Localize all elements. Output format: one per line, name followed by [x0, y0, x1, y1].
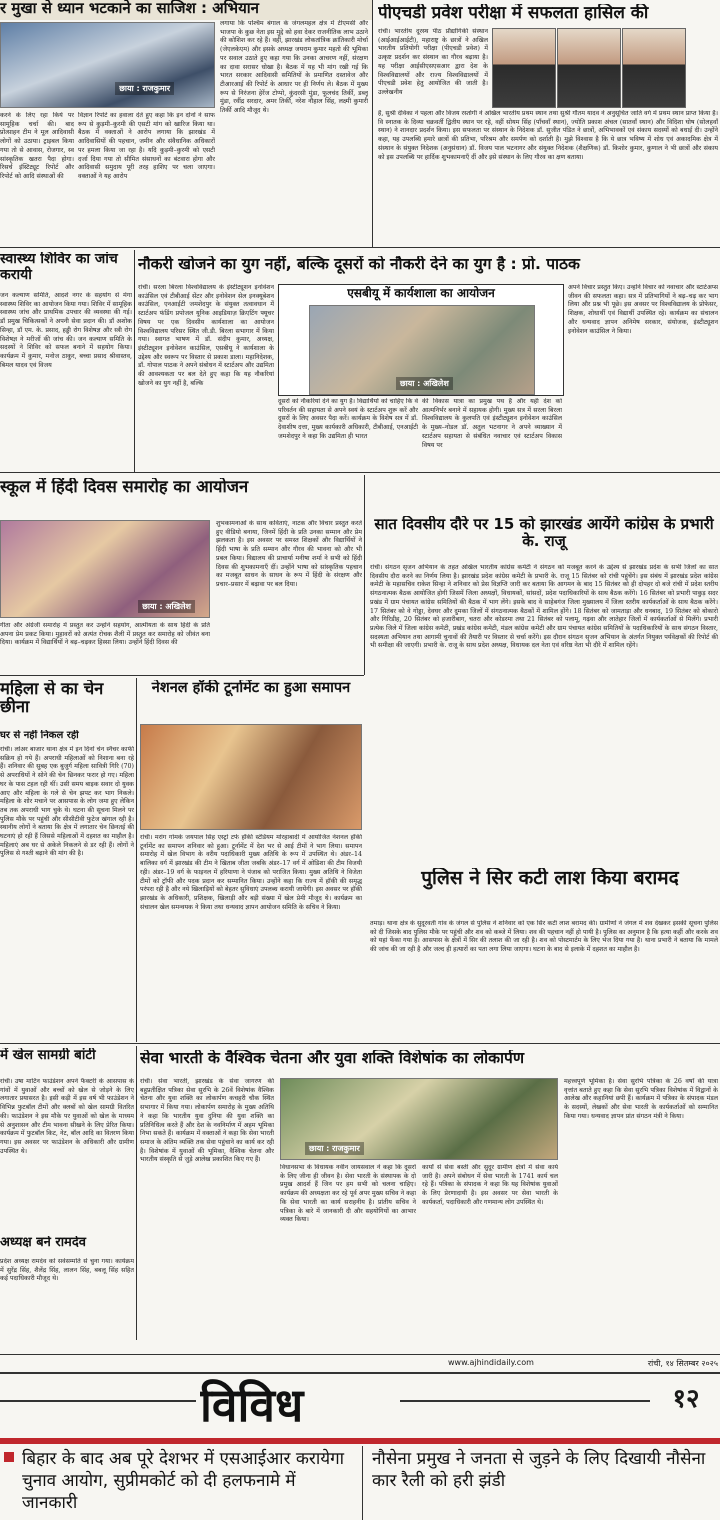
hockey-headline: नेशनल हॉकी टूर्नामेंट का हुआ समापन	[151, 680, 351, 696]
hockey-body: रांची। मरांग गोमके जयपाल सिंह एस्ट्रो टर्फ हॉकी स्टेडियम मोरहाबादी में आयोजित नेशनल हॉकी टूर्नामेंट का समापन शनिवार को हुआ। टूर्नामेंट में देश भर से आई टीमों ने भाग लिया। समापन समारोह में खेल विभाग के वरीय पदाधिकारी मुख्य अतिथि के रूप में उपस्थित थे। अंडर–14 बालिका वर्ग में झारखंड की टीम ने खिताब जीता जबकि अंडर–17 वर्ग में ओडिशा की टीम विजयी रही। अंडर–19 वर्ग के फाइनल में हरियाणा ने पंजाब को पराजित किया। मुख्य अतिथि ने विजेता टीमों को ट्रॉफी और पदक प्रदान कर सम्मानित किया। उन्होंने कहा कि राज्य में हॉकी की समृद्ध परंपरा रही है और नये खिलाड़ियों को बेहतर सुविधाएं उपलब्ध करायी जायेंगी। इस अवसर पर हॉकी झारखंड के अधिकारी, प्रशिक्षक, खिलाड़ी और बड़ी संख्या में खेल प्रेमी मौजूद थे। कार्यक्रम का संचालन खेल समन्वयक ने किया तथा धन्यवाद ज्ञापन आयोजन समिति के सचिव ने किया।	[140, 834, 362, 911]
hockey-photo	[140, 724, 362, 830]
seva-photo-caption: छाया : राजकुमार	[305, 1142, 364, 1155]
student-photo-2	[557, 28, 621, 108]
footer-date: रांची, १४ सितम्बर २०२५	[647, 1359, 718, 1368]
top-left-photo	[0, 22, 215, 108]
police-body: तमाड़। थाना क्षेत्र के सुदूरवर्ती गांव के जंगल से पुलिस ने शनिवार को एक सिर कटी लाश बरामद की। ग्रामीणों ने जंगल में शव देखकर इसकी सूचना पुलिस को दी जिसके बाद पुलिस मौके पर पहुंची और शव को कब्जे में लिया। शव की पहचान नहीं हो पायी है। पुलिस का अनुमान है कि हत्या कहीं और करके शव को यहां फेंका गया है। आसपास के क्षेत्रों में सिर की तलाश की जा रही है। शव को पोस्टमार्टम के लिए भेज दिया गया है। थाना प्रभारी ने बताया कि मामले की जांच की जा रही है और जल्द ही हत्यारों का पता लगा लिया जाएगा। घटना के बाद से इलाके में दहशत का माहौल है।	[370, 920, 718, 954]
bottom-headline-right: नौसेना प्रमुख ने जनता से जुड़ने के लिए दिखायी नौसेना कार रैली को हरी झंडी	[372, 1449, 706, 1491]
red-band	[0, 1438, 720, 1444]
naukri-photo-box	[278, 284, 564, 396]
police-headline: पुलिस ने सिर कटी लाश किया बरामद	[421, 868, 679, 889]
mahila-subhead: घर से नहीं निकल रही	[0, 730, 79, 741]
naukri-photo	[309, 305, 535, 395]
footer-website[interactable]: www.ajhindidaily.com	[448, 1358, 534, 1367]
naukri-body-right: अपने विचार प्रस्तुत किए। उन्होंने विचार को नवाचार और स्टार्टअप्स जीवन की सफलता कहा। सत्र में प्रतिभागियों ने बढ़–चढ़ कर भाग लिया और प्रश्न भी पूछे। इस अवसर पर विश्वविद्यालय के प्रोफेसर, शिक्षक, शोधार्थी एवं विद्यार्थी उपस्थित रहे। कार्यक्रम का संचालन और धन्यवाद ज्ञापन अनिमेष सरकार, संयोजक, इंस्टीट्यूशन इनोवेशन काउंसिल ने किया।	[568, 284, 718, 335]
top-left-body-right: लगाया कि पश्चिम बंगाल के जंगलमहल क्षेत्र में टीएमसी और भाजपा के कुछ नेता इस मुद्दे को हवा देकर राजनीतिक लाभ उठाने की कोशिश कर रहे हैं। वहीं, झारखंड लोकतांत्रिक क्रांतिकारी मोर्चा (जेएलकेएम) और इसके अध्यक्ष जयराम कुमार महतो की भूमिका पर सवाल उठाते हुए कहा गया कि उनका आचरण नहीं, संरक्षण का दावा सरासर धोखा है। बैठक में यह भी मांग रखी गई कि भारत सरकार आदिवासी समितियों के प्रमाणित दस्तावेज और टीआरआई की रिपोर्ट के आधार पर ही निर्णय ले। बैठक में मुख्य रूप से निरंजना हेरेंज टोप्पो, कुंदरसी मुंडा, फूलचंद तिर्की, डब्लू मुंडा, रवींद्र सरदार, अमर तिर्की, नरेश नौहाल सिंह, लक्ष्मी कुमारी तिर्की आदि मौजूद थे।	[220, 20, 368, 115]
page-number: १२	[672, 1384, 700, 1414]
hindi-diwas-body-left: गीता और अंग्रेजी समारोह में प्रस्तुत कर उन्होंने सहयोग, आत्मीयता के साथ हिंदी के प्रति अपना प्रेम प्रकट किया। मुहावरों को अत्यंत रोचक शैली में प्रस्तुत कर समारोह को जीवंत बना दिया। कार्यक्रम में विद्यार्थियों ने बढ़–चढ़कर हिस्सा लिया। उन्होंने हिंदी दिवस की	[0, 622, 210, 647]
student-photo-1	[492, 28, 556, 108]
seva-body-far: महत्त्वपूर्ण भूमिका है। सेवा सुरभि पत्रिका के 26 वर्षों की यात्रा वृत्तांत बताते हुए कहा कि सेवा सुरभि पत्रिका विशेषांक में विद्वानों के आलेख और कहानियां छपी हैं। कार्यक्रम में पत्रिका के संपादक मंडल के सदस्यों, लेखकों और सेवा भारती के कार्यकर्ताओं को सम्मानित किया गया। धन्यवाद ज्ञापन प्रांत संगठन मंत्री ने किया।	[564, 1078, 718, 1120]
naukri-photo-caption: छाया : अखिलेश	[396, 377, 453, 390]
mahila-body: रांची। लोअर बाजार थाना क्षेत्र में इन दिनों चेन स्नैचर काफी सक्रिय हो गये हैं। अपराधी महिलाओं को निशाना बना रहे हैं। शनिवार की सुबह एक बुजुर्ग महिला सावित्री गिरि (70) से अपराधियों ने सोने की चेन छिनकर फरार हो गए। महिला घर के पास टहल रही थीं। उसी समय बाइक सवार दो युवक आए और महिला के गले से चेन झपट कर भाग निकले। महिला के शोर मचाने पर आसपास के लोग जमा हुए लेकिन तब तक अपराधी भाग चुके थे। घटना की सूचना मिलने पर पुलिस मौके पर पहुंची और सीसीटीवी फुटेज खंगाल रही है। स्थानीय लोगों ने बताया कि क्षेत्र में लगातार चेन छिनतई की घटनाएं हो रही हैं जिससे महिलाओं में दहशत का माहौल है। महिलाएं अब घर से अकेले निकलने से डर रही हैं। लोगों ने पुलिस से गश्ती बढ़ाने की मांग की है।	[0, 746, 134, 858]
seva-headline: सेवा भारती के वैश्विक चेतना और युवा शक्ति विशेषांक का लोकार्पण	[140, 1050, 525, 1067]
seva-body-mid: विधानसभा के विधायक नवीन जायसवाल ने कहा कि दूसरों के लिए जीना ही जीवन है। सेवा भारती के संस्थापक के दो प्रमुख आदर्श हैं जिन पर हम सभी को चलना चाहिए। कार्यक्रम की अध्यक्षता कर रहे पूर्व अपर मुख्य सचिव ने कहा कि सेवा भारती का कार्य सराहनीय है। प्रांतीय सचिव ने पत्रिका के बारे में जानकारी दी और सहयोगियों का आभार व्यक्त किया।	[280, 1164, 416, 1224]
top-left-body-mid: विज्ञान रिपोर्ट का हवाला देते हुए कहा कि इन दोनों ने साफ रूप से कुड़मी–कुरमी की एसटी मांग को खारिज किया था। बैठक में वक्ताओं ने आरोप लगाया कि झारखंड में आदिवासियों की पहचान, जमीन और संवैधानिक अधिकारों पर हमला किया जा रहा है। यदि कुड़मी–कुरमी को एसटी दर्जा दिया गया तो सीमित संसाधनों का बंटवारा होगा और आदिवासी समुदाय पूरी तरह हाशिए पर चला जाएगा। वक्ताओं ने यह आरोप	[78, 112, 215, 180]
hindi-diwas-body: शुभकामनाओं के साथ कविताएं, नाटक और विचार प्रस्तुत करते हुए वीडियो बनाया, जिनमें हिंदी के प्रति उनका सम्मान और प्रेम झलकता है। इस अवसर पर समस्त शिक्षकों और विद्यार्थियों ने हिंदी भाषा के प्रति सम्मान और गौरव की भावना को और भी प्रबल किया। विद्यालय की प्राचार्या मनीषा शर्मा ने सभी को हिंदी दिवस की शुभकामनाएँ दीं। उन्होंने भाषा को सांस्कृतिक पहचान का मजबूत साधन के साधन के रूप में हिंदी के संरक्षण और प्रचार–प्रसार में बढ़ावा पर बल दिया।	[216, 520, 362, 588]
top-left-body: करने के लिए रहा किये पर सामूहिक चर्चा की। बाद प्रोत्साहन टीम ने मूल आदिवासी लोगों को उठाया। ट्राइबल किया गया तो से आवास, रोजगार, स्व सांस्कृतिक खतरा पैदा होगा। रिसर्च इंस्टिट्यूट रिपोर्ट और रिपोर्ट को आदि संस्थाओं की	[0, 112, 74, 180]
ramdev-headline: अध्यक्ष बने रामदेव	[0, 1236, 86, 1250]
student-photo-3	[622, 28, 686, 108]
naukri-photo-title: एसबीयू में कार्यशाला का आयोजन	[347, 286, 495, 300]
bottom-left-bullet	[4, 1452, 14, 1462]
health-headline: स्वास्थ्य शिविर का जांच करायी	[0, 252, 118, 283]
naukri-body-left: रांची। सरला बिरला विश्वविद्यालय के इंस्टीट्यूशन इनोवेशन काउंसिल एवं टीबीआई सेंटर और इनोवेशन सेल इनक्यूबेशन काउंसिल, एनआईटी जमशेदपुर के संयुक्त तत्वावधान में स्टार्टअप फंडिंग प्रपोजल यूनिक आइडियाज़ क्रिएटिंग फ्यूचर विषय पर एक दिवसीय कार्यशाला का आयोजन विश्वविद्यालय परिसर स्थित जी.डी. बिरला सभागार में किया गया। स्वागत भाषण में डॉ. संदीप कुमार, अध्यक्ष, इंस्टीट्यूशन इनोवेशन काउंसिल, एसबीयू ने कार्यशाला के उद्देश्य और स्वरूप पर विस्तार से प्रकाश डाला। महानिदेशक, डॉ. गोपाल पाठक ने अपने संबोधन में स्टार्टअप और उद्यमिता की आवश्यकता पर बल देते हुए कहा कि यह नौकरियां खोजने का युग नहीं है, बल्कि	[138, 284, 274, 387]
ramdev-body: प्रदेश अध्यक्ष रामदेव को सर्वसम्मति से चुना गया। कार्यक्रम में सुरेंद्र सिंह, शैलेंद्र सिंह, लालन सिंह, बबलू सिंह सहित कई पदाधिकारी मौजूद थे।	[0, 1258, 134, 1283]
naukri-body-mid2: की विकास यात्रा का प्रमुख पथ है और यही देश को आत्मनिर्भर बनाने में सहायक होगी। मुख्य सत्र में सरला बिरला विश्वविद्यालय के कुलपति एवं इंस्टीट्यूशन इनोवेशन काउंसिल के मुख्य–नोडल डॉ. अतुल भटनागर ने अपने व्याख्यान में स्टार्टअप सहायता से संबंधित नवाचार एवं स्टार्टअप विकास विषय पर	[422, 398, 562, 449]
bottom-headline-left: बिहार के बाद अब पूरे देशभर में एसआईआर करायेगा चुनाव आयोग, सुप्रीमकोर्ट को दी हलफनामे में जानकारी	[22, 1449, 345, 1513]
naukri-headline: नौकरी खोजने का युग नहीं, बल्कि दूसरों को नौकरी देने का युग है : प्रो. पाठक	[138, 256, 580, 273]
seva-photo	[280, 1078, 558, 1160]
khel-body: रांची। उषा मार्टिन फाउंडेशन अपने फैक्टरी के आसपास के गांवों में युवाओं और बच्चों को खेल से जोड़ने के लिए लगातार प्रयासरत है। इसी कड़ी में इस वर्ष भी फाउंडेशन ने विभिन्न फुटबॉल टीमों और क्लबों को खेल सामग्री वितरित की। फाउंडेशन ने इस मौके पर युवाओं को खेल के माध्यम से अनुशासन और टीम भावना सीखने के लिए प्रेरित किया। कार्यक्रम में फुटबॉल किट, नेट, बॉल आदि का वितरण किया गया। इस अवसर पर फाउंडेशन के अधिकारी और ग्रामीण उपस्थित थे।	[0, 1078, 134, 1155]
congress-headline: सात दिवसीय दौरे पर 15 को झारखंड आयेंगे कांग्रेस के प्रभारी के. राजू	[374, 516, 714, 550]
hindi-diwas-photo-caption: छाया : अखिलेश	[138, 600, 195, 613]
naukri-body-mid: दूसरों को नौकरियां देने का युग है। विद्यार्थियों को चाहिए कि वे परिवर्तन की सहायता से अपने स्वयं के स्टार्टअप शुरू करें और दूसरों के लिए अवसर पैदा करें। कार्यक्रम के विशेष सत्र में डॉ. देवाशीष दत्ता, मुख्य कार्यकारी अधिकारी, टीबीआई, एनआईटी जमशेदपुर ने कहा कि उद्यमिता ही भारत	[278, 398, 418, 440]
top-left-headline: र मुखा से ध्यान भटकाने का साजिश : अभियान	[0, 0, 372, 20]
khel-headline: में खेल सामग्री बांटी	[0, 1048, 96, 1063]
phd-headline: पीएचडी प्रवेश परीक्षा में सफलता हासिल की	[378, 4, 649, 23]
page-section-title: विविध	[200, 1378, 304, 1432]
seva-body-right: कार्यों से सेवा बस्ती और सुदूर ग्रामीण क्षेत्रों में सेवा कार्य जारी है। अपने संबोधन में सेवा भारती के 1741 कार्य चल रहे हैं। पत्रिका के संपादक ने कहा कि यह विशेषांक युवाओं के लिए प्रेरणादायी है। इस अवसर पर सेवा भारती के कार्यकर्ता, पदाधिकारी और गणमान्य लोग उपस्थित थे।	[422, 1164, 558, 1206]
hindi-diwas-headline: स्कूल में हिंदी दिवस समारोह का आयोजन	[0, 478, 249, 496]
health-body: जन कल्याण समिति, आदर्श नगर के सहयोग से मेगा स्वास्थ्य शिविर का आयोजन किया गया। शिविर में सामूहिक स्वास्थ्य जांच और प्राथमिक उपचार की व्यवस्था की गई। डॉ प्रमुख चिकित्सकों ने अपनी सेवा प्रदान की। डॉ अशोक सिन्हा, डॉ एम. के. प्रसाद, हड्डी रोग विशेषज्ञ और स्त्री रोग विशेषज्ञ ने मरीजों की जांच की। जन कल्याण समिति के सदस्यों ने शिविर को सफल बनाने में सहयोग किया। कार्यक्रम में कुमार, मनोज ठाकुर, बच्चा प्रसाद श्रीवास्तव, बिमल यादव एवं विजय	[0, 292, 132, 369]
top-left-photo-caption: छाया : राजकुमार	[115, 82, 174, 95]
phd-body-left: रांची। भारतीय दूरस्थ पीठ प्रौद्योगिकी संस्थान (आईआईआईटी), महाराष्ट्र के छात्रों ने अखिल भारतीय प्रतियोगी परीक्षा (पीएचडी प्रवेश) में उत्कृष्ट प्रदर्शन कर संस्थान का गौरव बढ़ाया है। यह परीक्षा आईसीएसएसआर द्वारा देश के विश्वविद्यालयों और राज्य विश्वविद्यालयों में पीएचडी प्रवेश हेतु आयोजित की जाती है। उल्लेखनीय	[378, 28, 488, 96]
hindi-diwas-photo	[0, 520, 210, 618]
congress-body: रांची। संगठन सृजन अभियान के तहत अखिल भारतीय कांग्रेस कमेटी ने संगठन को मजबूत करने के उद्देश्य से झारखंड प्रदेश के सभी जिलों का सात दिवसीय दौरा करने का निर्णय लिया है। झारखंड प्रदेश कांग्रेस कमेटी के प्रभारी के. राजू 15 सितंबर को रांची पहुंचेंगे। इस संबंध में झारखंड प्रदेश कांग्रेस कमेटी के महासचिव राकेश सिन्हा ने शनिवार को प्रेस विज्ञप्ति जारी कर बताया कि आगमन के बाद 15 सितंबर को ही दोपहर दो बजे रांची में प्रदेश स्तरीय संगठनात्मक बैठक आयोजित होगी जिसमें जिला अध्यक्षों, विधायकों, सांसदों, प्रदेश पदाधिकारियों के साथ बैठक करेंगे। 16 सितंबर को प्रभारी पाकुड़ सदर प्रखंड में ग्राम पंचायत कांग्रेस समितियों की बैठक में भाग लेंगे। इसके बाद वे साहेबगंज जिला मुख्यालय में जिला स्तरीय कार्यकर्ताओं के साथ बैठक करेंगे। 17 सितंबर को वे गोड्डा, देवघर और दुमका जिलों में संगठनात्मक बैठकों में शामिल होंगे। 18 सितंबर को जामताड़ा और धनबाद, 19 सितंबर को बोकारो और गिरिडीह, 20 सितंबर को हजारीबाग, चतरा और कोडरमा तथा 21 सितंबर को पलामू, गढ़वा और लातेहार जिलों में कार्यकर्ताओं से मिलेंगे। प्रभारी प्रत्येक जिले में जिला कांग्रेस कमेटी, प्रखंड कांग्रेस कमेटी, मंडल कांग्रेस कमेटी और ग्राम पंचायत कांग्रेस समितियों के पदाधिकारियों के साथ संगठन विस्तार, सदस्यता अभियान तथा आगामी चुनावों की तैयारी पर विस्तार से चर्चा करेंगे। इस दौरान संगठन सृजन अभियान के अंतर्गत नियुक्त पर्यवेक्षकों की रिपोर्ट की भी समीक्षा की जाएगी। प्रभारी के. राजू के साथ प्रदेश अध्यक्ष, विधायक दल नेता एवं वरिष्ठ नेता भी दौरे में शामिल रहेंगे।	[370, 564, 718, 650]
seva-body-left: रांची। सेवा भारती, झारखंड के सेवा जागरण की बहुप्रतीक्षित पत्रिका सेवा सुरभि के 26वें विशेषांक वैश्विक चेतना और युवा शक्ति का लोकार्पण कचहरी चौक स्थित सभागार में किया गया। लोकार्पण समारोह के मुख्य अतिथि ने कहा कि भारतीय युवा दुनिया की युवा शक्ति का प्रतिनिधित्व करते हैं और देश के नवनिर्माण में अहम भूमिका निभा सकते हैं। कार्यक्रम में वक्ताओं ने कहा कि सेवा भारती समाज के अंतिम व्यक्ति तक सेवा पहुंचाने का कार्य कर रही है। विशेषांक में युवाओं की भूमिका, वैश्विक चेतना और भारतीय संस्कृति से जुड़े आलेख प्रकाशित किए गए हैं।	[140, 1078, 274, 1164]
mahila-headline: महिला से का चेन छीना	[0, 680, 104, 717]
phd-body-full: है, सुश्री देविका ने पहला और विजय रस्तोगी ने अखिल भारतीय प्रथम स्थान तथा सुश्री गौतम यादव ने अनुसूचित जाति वर्ग में प्रथम स्थान प्राप्त किया है। वि स्नातक के दिव्या चक्रवर्ती द्वितीय स्थान पर रहे, वहीं सोयम सिंह (पाँचवाँ स्थान), ज्योति प्रकाश अंचल (सातवाँ स्थान) और विदिशा घोष (सोलहवाँ स्थान) ने शानदार प्रदर्शन किया। इस सफलता पर संस्थान के निदेशक डॉ. सुजीत पंडित ने छात्रों, अभिभावकों एवं संकाय सदस्यों को बधाई दी। उन्होंने कहा, यह उपलब्धि हमारे छात्रों की प्रतिभा, परिश्रम और समर्पण को दर्शाती है। मुझे विश्वास है कि ये छात्र भविष्य में शोध एवं अकादमिक क्षेत्र में संस्थान के संयुक्त निदेशक (अनुसंधान) डॉ. विजय पाल भटनागर और संयुक्त निदेशक (शैक्षणिक) डॉ. किशोर कुमार, कुणाल ने भी छात्रों और संकाय को इस उपलब्धि पर हार्दिक शुभकामनाएँ दीं और इसे संस्थान के लिए गौरव का क्षण बताया।	[378, 110, 718, 161]
